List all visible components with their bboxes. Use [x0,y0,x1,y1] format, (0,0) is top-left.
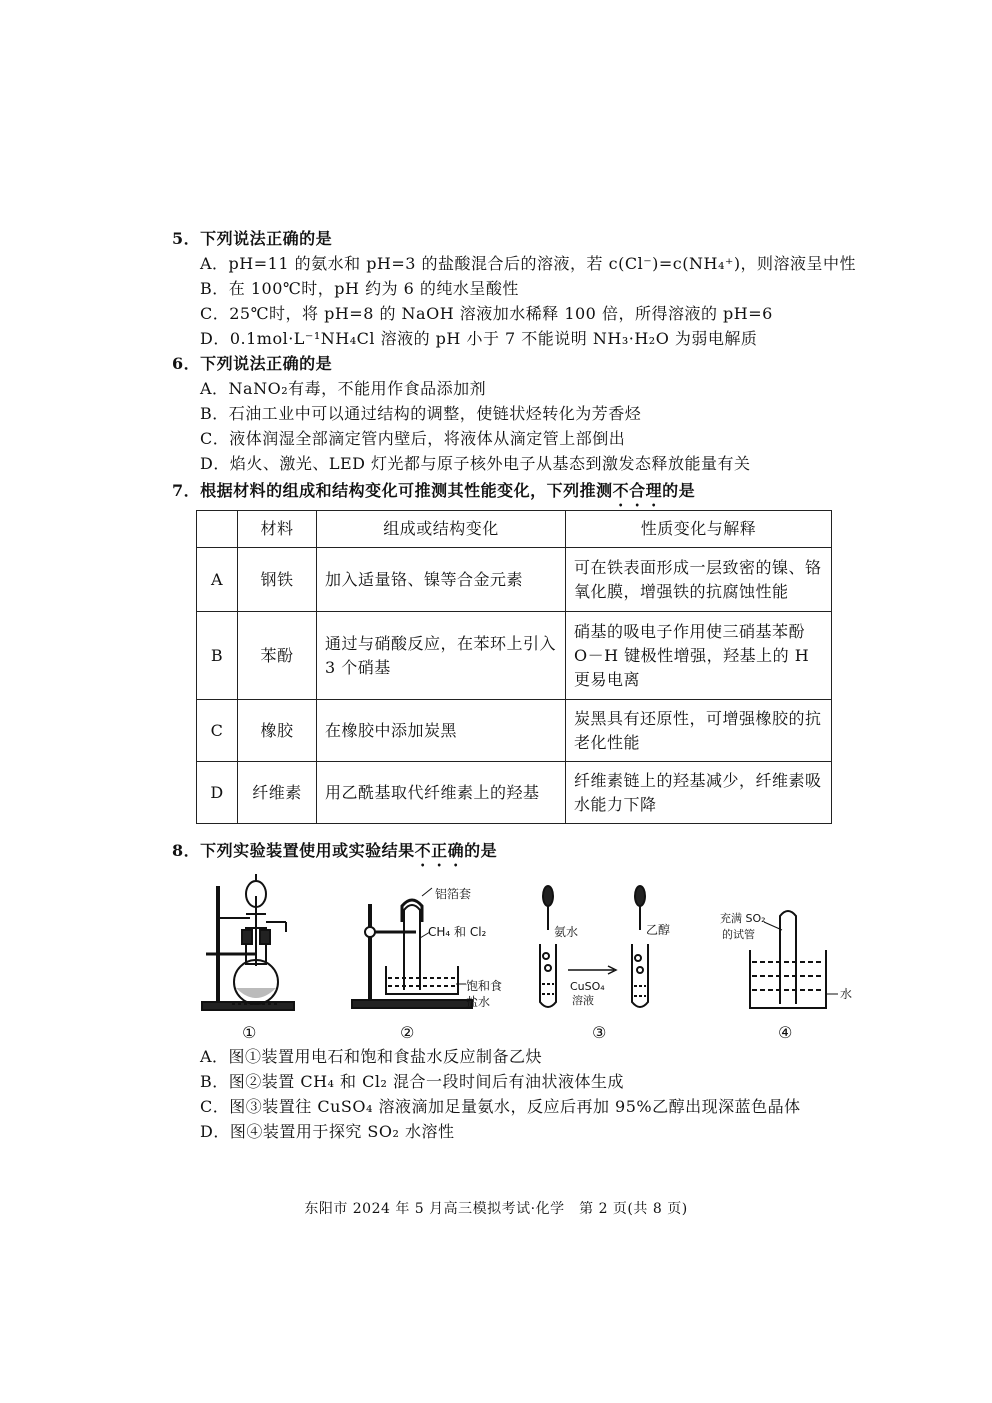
table-row [197,762,832,824]
label-ethanol: 乙醇 [646,923,671,937]
q7-row-key: B [197,612,238,700]
label-gases: CH₄ 和 Cl₂ [428,925,487,939]
q5-option-c: C．25℃时，将 pH=8 的 NaOH 溶液加水稀释 100 倍，所得溶液的 pH=6 [200,304,773,323]
label-brine-1: 饱和食 [466,979,503,993]
q7-header-change: 组成或结构变化 [317,511,566,548]
q7-row-material: 橡胶 [238,700,317,762]
q5-stem: 5．下列说法正确的是 [172,229,333,248]
q6-option-d: D．焰火、激光、LED 灯光都与原子核外电子从基态到激发态释放能量有关 [200,454,751,473]
q7-row-property: 可在铁表面形成一层致密的镍、铬氧化膜，增强铁的抗腐蚀性能 [566,548,832,612]
label-brine-2: 盐水 [466,995,491,1009]
q8-stem-post: 的是 [464,841,498,860]
q7-header-material: 材料 [238,511,317,548]
label-cuso4-1: CuSO₄ [570,980,605,993]
q8-option-b: B．图②装置 CH₄ 和 Cl₂ 混合一段时间后有油状液体生成 [200,1072,624,1091]
q7-row-property: 硝基的吸电子作用使三硝基苯酚 O－H 键极性增强，羟基上的 H 更易电离 [566,612,832,700]
q7-row-change: 加入适量铬、镍等合金元素 [317,548,566,612]
q5-option-b: B．在 100℃时，pH 约为 6 的纯水呈酸性 [200,279,519,298]
apparatus-4-inverted-tube [750,911,838,1008]
q7-row-change: 用乙酰基取代纤维素上的羟基 [317,762,566,824]
q8-apparatus-figure [190,866,853,1046]
q7-row-key: A [197,548,238,612]
q7-row-key: C [197,700,238,762]
label-fig-2: ② [400,1023,415,1042]
q7-row-material: 纤维素 [238,762,317,824]
q7-header-property: 性质变化与解释 [566,511,832,548]
q7-row-material: 苯酚 [238,612,317,700]
q8-option-c: C．图③装置往 CuSO₄ 溶液滴加足量氨水，反应后再加 95%乙醇出现深蓝色晶体 [200,1097,801,1116]
q7-row-key: D [197,762,238,824]
q7-row-change: 通过与硝酸反应，在苯环上引入 3 个硝基 [317,612,566,700]
q8-option-d: D．图④装置用于探究 SO₂ 水溶性 [200,1122,455,1141]
q8-stem-pre: 8．下列实验装置使用或实验结果 [172,841,415,860]
q6-option-b: B．石油工业中可以通过结构的调整，使链状烃转化为芳香烃 [200,404,642,423]
apparatus-1-flask [202,874,294,1010]
q8-stem-emphasis: 不正确 [414,841,465,860]
q8-option-a: A．图①装置用电石和饱和食盐水反应制备乙炔 [200,1047,543,1066]
q6-option-c: C．液体润湿全部滴定管内壁后，将液体从滴定管上部倒出 [200,429,626,448]
q7-header-key [197,511,238,548]
label-water: 水 [840,987,853,1001]
q6-stem: 6．下列说法正确的是 [172,354,333,373]
q6-option-a: A．NaNO₂有毒，不能用作食品添加剂 [200,379,487,398]
apparatus-2-tube-beaker [352,888,472,1008]
label-fig-1: ① [242,1023,257,1042]
q5-option-d: D．0.1mol·L⁻¹NH₄Cl 溶液的 pH 小于 7 不能说明 NH₃·H₂O 为弱电解质 [200,329,758,348]
q7-stem-emphasis: 不合理 [612,481,663,500]
table-row [197,548,832,612]
label-so2-1: 充满 SO₂ [720,912,766,925]
label-fig-3: ③ [592,1023,607,1042]
q7-table [196,510,832,824]
apparatus-drawings [190,866,853,1046]
label-ammonia: 氨水 [554,925,579,939]
q7-stem-post: 的是 [662,481,696,500]
q7-stem [172,480,695,510]
page-footer: 东阳市 2024 年 5 月高三模拟考试·化学 第 2 页(共 8 页) [304,1201,688,1217]
q7-stem-pre: 7．根据材料的组成和结构变化可推测其性能变化，下列推测 [172,481,613,500]
q7-row-material: 钢铁 [238,548,317,612]
q7-row-change: 在橡胶中添加炭黑 [317,700,566,762]
table-row [197,612,832,700]
q7-row-property: 纤维素链上的羟基减少，纤维素吸水能力下降 [566,762,832,824]
label-fig-4: ④ [778,1023,793,1042]
label-foil: 铝箔套 [435,887,472,901]
table-row [197,700,832,762]
label-so2-2: 的试管 [722,928,755,941]
label-cuso4-2: 溶液 [572,994,594,1007]
q7-row-property: 炭黑具有还原性，可增强橡胶的抗老化性能 [566,700,832,762]
q7-table-header [197,511,832,548]
q5-option-a: A．pH=11 的氨水和 pH=3 的盐酸混合后的溶液，若 c(Cl⁻)=c(NH₄⁺)，则溶液呈中性 [200,254,857,273]
